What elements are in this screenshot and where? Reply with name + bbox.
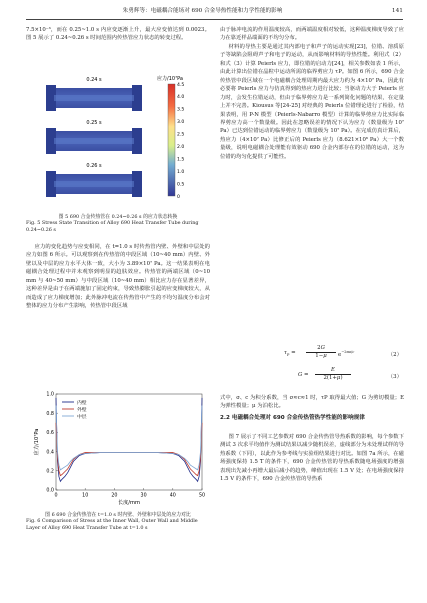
y-tick-label: 0.6 [46, 431, 54, 437]
y-tick-label: 0.2 [46, 469, 54, 475]
figure-5 [44, 70, 194, 212]
right-section-body [220, 433, 404, 484]
y-tick-label: 0.4 [46, 450, 54, 456]
time-label-0-25s: 0.25 s [86, 120, 102, 126]
colorbar-tick-label: 2.5 [177, 132, 185, 138]
time-label-0-24s: 0.24 s [86, 77, 102, 83]
colorbar-tick-label: 4.5 [177, 82, 185, 88]
figure-6-chart [30, 390, 208, 508]
tube-0-25s [46, 128, 142, 154]
running-header [26, 7, 403, 20]
tube-0-24s [46, 85, 142, 111]
y-tick-label: 0.8 [46, 411, 54, 417]
figure-6-caption-cn: 图 6 690 合金传热管在 t=1.0 s 时内壁、外壁和中层处的应力对比 [45, 512, 191, 518]
legend-entry: 外壁 [77, 407, 87, 413]
x-tick-label: 40 [169, 493, 176, 499]
x-axis-label: 长度/mm [117, 500, 141, 506]
header-title: 朱勇辉等：电磁耦合能场对 690 合金导热性能和力学性能的影响 [122, 8, 283, 14]
legend-entry: 内壁 [77, 400, 87, 406]
figure-6-caption [26, 512, 210, 531]
right-column [220, 26, 404, 161]
equation-3-label: （3） [387, 374, 402, 380]
figure-6-caption-en: Fig. 6 Comparison of Stress at the Inner Wall, Outer Wall and Middle Layer of Alloy 690 Heat Transfer Tube at t=1.0 s [26, 518, 198, 531]
right-paragraph-1: 由于脉冲电流的作用温度较高，而两端温度相对较低，这种温度梯度导致了应力在靠近样品端面的不均匀分布。 [220, 27, 404, 42]
x-tick-label: 0 [54, 493, 58, 499]
colorbar-tick-label: 0.5 [177, 182, 185, 188]
colorbar [168, 84, 175, 196]
x-tick-label: 20 [111, 493, 118, 499]
left-column-intro [26, 26, 210, 43]
equation-2-label: （2） [387, 352, 402, 358]
colorbar-tick-label: 3.0 [177, 120, 185, 126]
figure-5-caption-en: Fig. 5 Stress State Transition of Alloy 690 Heat Transfer Tube during 0.24~0.26 s [26, 220, 199, 233]
x-tick-label: 50 [198, 493, 206, 499]
intro-paragraph: 7.5×10⁻³，而在 0.25~1.0 s 内应变逐渐上升，最大应变值达到 0.0023。图 5 展示了 0.24~0.26 s 时间范围内传热管应力状态的转变过程。 [26, 27, 210, 42]
y-tick-label: 1.0 [46, 392, 54, 398]
colorbar-label: 应力/10⁷Pa [157, 76, 183, 82]
colorbar-tick-label: 1.5 [177, 157, 185, 163]
colorbar-tick-label: 4.0 [177, 95, 185, 101]
right-paragraph-2: 材料的导热主要是通过其内部电子和声子的运动实现[23]，位错、溶质原子等缺陷会阻碍声子和电子的运动，从而影响材料的导热性能。利用式（2）和式（3）计算 Peierls 应力，即位错的启动力[24]，相关参数如表 1 所示，由此计算出位错在晶粒中运动所需的临界剪应力 τP。如图 6 所示，690 合金传热管中段区域在一个电磁耦合处理周期内最大应力约为 4×10⁷ Pa，因此有必要将 Peierls 应力与仿真得到的热应力进行比较；当驱动力大于 Peierls 应力时，会发生位错运动，但由于临界剪应力是一系列简化问题的结果，在定量上并不完善。Kiousus 等[24-25] 对经典的 Peierls 位错理论进行了检验，结果表明，用 P-N 模型（Peierls-Nabarro 模型）计算的临界剪应力比实际临界剪应力高一个数量级。因此在忽略误差的情况下认为应力（数量级为 10⁷ Pa）已达到位错运动的临界剪应力（数量级为 10⁷ Pa）。在完成仿真计算后，热应力（4×10⁷ Pa）比修正后的 Peierls 应力（8.621×10⁶ Pa）大一个数量级，说明电磁耦合处理能有效驱动 690 合金内部存在的位错的运动，这为位错的均匀化提供了可能性。 [220, 43, 404, 160]
time-label-0-26s: 0.26 s [86, 163, 102, 169]
body-paragraph: 应力的变化趋势与应变相同，在 t=1.0 s 时传热管内壁、外壁和中层处的应力如图 6 所示。可以观察到在传热管的中段区域（10~40 mm）内壁、外壁以及中层的应力水平大体一致，大小为 3.89×10⁷ Pa。这一结果表明在电磁耦合处理过程中并未观察到明显的趋肤效应。传热管的两端区域（0~10 mm 与 40~50 mm）与中段区域（10~40 mm）相比应力存在显著差异，这种差异是由于在两端施加了固定约束，导致热膨胀引起的应变梯度较大，从而造成了应力梯度增加；此外脉冲电流在传热管中产生的不均匀温度分布会对整体的应力分布产生影响，传热管中段区域 [26, 244, 210, 310]
figure-5-caption-cn: 图 5 690 合金传热管在 0.24~0.26 s 的应力状态转换 [58, 214, 178, 220]
equation-2: $\tau_P$ = 2G 1−μ $e^{-2\pi a/c}$ （2） [284, 345, 402, 359]
equation-3: G = E 2(1+μ) （3） [298, 367, 402, 381]
y-axis-label: 应力/10⁷Pa [34, 428, 40, 456]
figure-5-graphic [44, 70, 194, 212]
left-column-body [26, 243, 210, 311]
page-number: 141 [391, 8, 403, 14]
section-body-paragraph: 图 7 展示了不同工艺参数对 690 合金传热管导热系数的影响，每个参数下测试 3 次求平均值作为测试结果以减少随机误差，虚线部分为未处理试样的导热系数（下同），以此作为参考线与实验组结果进行对比。如图 7a 所示，在磁场强度保持 1.5 T 的条件下，690 合金传热管的导热系数随电场强度的增强表现出先减小再增大最后减小的趋势，峰值出现在 1.5 V 处；在电场强度保持 1.5 V 的条件下，690 合金传热管的导热系 [220, 434, 404, 483]
colorbar-tick-label: 1.0 [177, 169, 185, 175]
colorbar-tick-label: 0 [177, 194, 180, 200]
colorbar-tick-label: 3.5 [177, 107, 185, 113]
legend-entry: 中层 [77, 414, 87, 420]
figure-5-caption [26, 214, 210, 233]
y-tick-label: 0.0 [46, 488, 54, 494]
figure-6 [30, 390, 208, 508]
colorbar-tick-label: 2.0 [177, 145, 185, 151]
tube-0-26s [46, 171, 142, 197]
right-column-continued [220, 394, 404, 411]
after-equation-text: 式中，σ、c 为积分系数，当 σ≈c≈1 时，τP 取得最大值；G 为剪切模量；E 为弹性模量；μ 为泊松比。 [220, 395, 404, 410]
section-heading-2-2: 2.2 电磁耦合处理对 690 合金传热管热学性能的影响规律 [220, 415, 365, 421]
x-tick-label: 30 [140, 493, 147, 499]
colorbar-ticks [177, 82, 184, 200]
x-tick-label: 10 [82, 493, 89, 499]
